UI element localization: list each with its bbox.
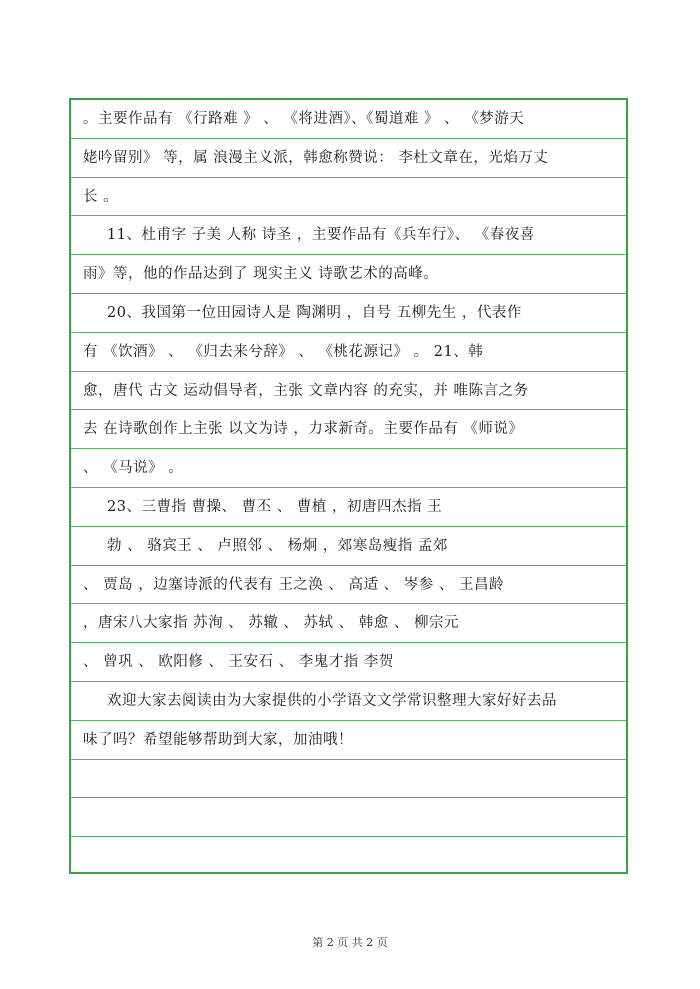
text-line: 味了吗？希望能够帮助到大家，加油哦！ — [71, 721, 626, 760]
text-line — [71, 837, 626, 876]
text-line: 勃 、 骆宾王 、 卢照邻 、 杨炯 ，郊寒岛瘦指 孟郊 — [71, 527, 626, 566]
text-line: 。主要作品有 《行路难 》 、 《将进酒》、《蜀道难 》 、 《梦游天 — [71, 100, 626, 139]
text-line — [71, 798, 626, 837]
text-line: ，唐宋八大家指 苏洵 、 苏辙 、 苏轼 、 韩愈 、 柳宗元 — [71, 604, 626, 643]
page-footer: 第 2 页 共 2 页 — [312, 936, 388, 949]
text-line: 、 贾岛 ，边塞诗派的代表有 王之涣 、 高适 、 岑参 、 王昌龄 — [71, 566, 626, 605]
lined-text-area — [69, 98, 628, 874]
text-line: 姥吟留别》 等，属 浪漫主义派，韩愈称赞说： 李杜文章在，光焰万丈 — [71, 139, 626, 178]
text-line: 23、三曹指 曹操、 曹丕 、 曹植 ，初唐四杰指 王 — [71, 488, 626, 527]
text-line: 、 《马说》 。 — [71, 449, 626, 488]
text-line: 20、我国第一位田园诗人是 陶渊明 ，自号 五柳先生 ，代表作 — [71, 294, 626, 333]
text-line: 欢迎大家去阅读由为大家提供的小学语文文学常识整理大家好好去品 — [71, 682, 626, 721]
text-line — [71, 760, 626, 799]
text-line: 愈，唐代 古文 运动倡导者，主张 文章内容 的充实，并 唯陈言之务 — [71, 372, 626, 411]
text-line: 11、杜甫字 子美 人称 诗圣 ，主要作品有《兵车行》、 《春夜喜 — [71, 216, 626, 255]
text-line: 长 。 — [71, 178, 626, 217]
text-line: 有 《饮酒》 、 《归去来兮辞》 、 《桃花源记》 。 21、韩 — [71, 333, 626, 372]
text-line: 、 曾巩 、 欧阳修 、 王安石 、 李鬼才指 李贺 — [71, 643, 626, 682]
text-line: 雨》等，他的作品达到了 现实主义 诗歌艺术的高峰。 — [71, 255, 626, 294]
text-line: 去 在诗歌创作上主张 以文为诗 ，力求新奇。主要作品有 《师说》 — [71, 410, 626, 449]
